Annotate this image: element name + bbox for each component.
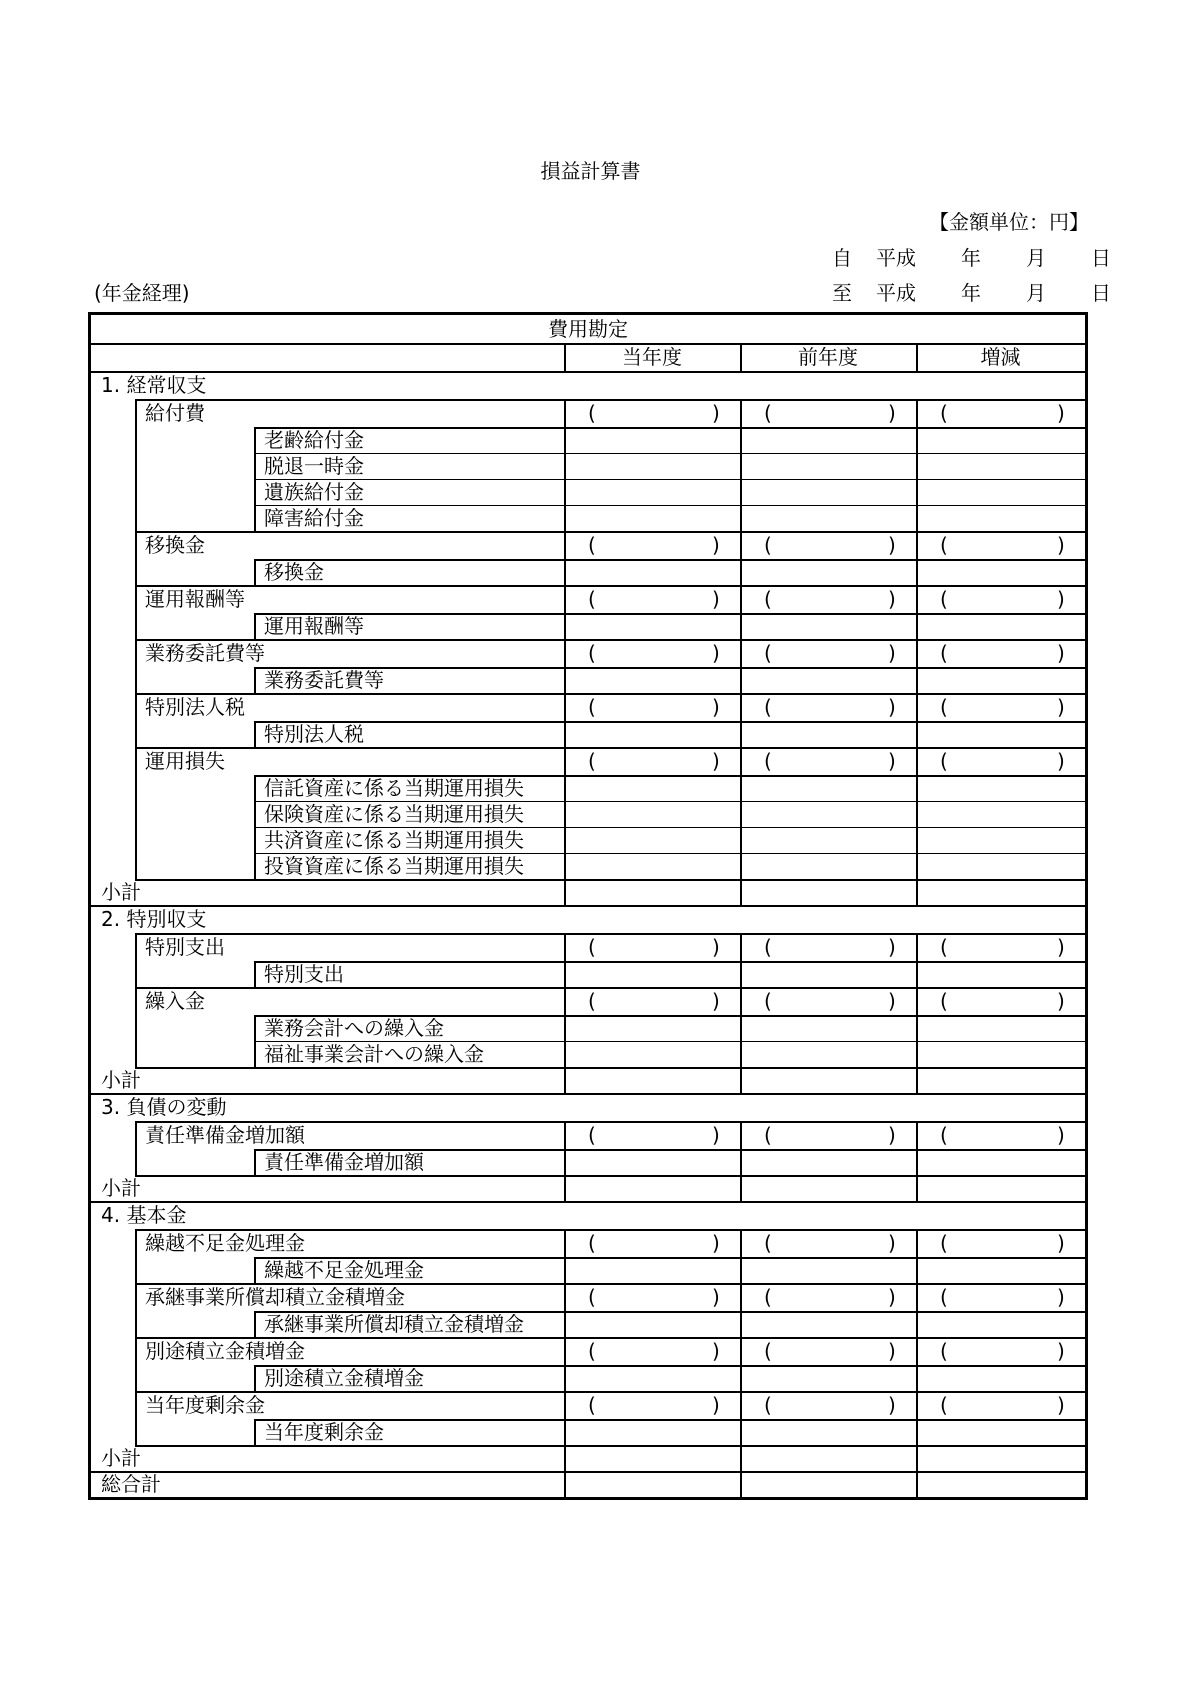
grand-total-label: 総合計 — [101, 1472, 161, 1496]
column-divider — [916, 987, 918, 1015]
paren-open: ( — [588, 641, 596, 665]
row-divider — [254, 479, 1085, 480]
paren-open: ( — [588, 1231, 596, 1255]
subtotal-label: 小計 — [101, 1446, 141, 1470]
column-divider — [740, 1257, 742, 1283]
paren-open: ( — [764, 641, 772, 665]
paren-open: ( — [764, 1393, 772, 1417]
row-divider — [91, 1093, 1085, 1095]
section-title: 2. 特別収支 — [101, 907, 207, 931]
paren-open: ( — [588, 1339, 596, 1363]
paren-open: ( — [588, 935, 596, 959]
row-divider — [135, 1445, 1085, 1447]
line-item: 信託資産に係る当期運用損失 — [264, 776, 524, 800]
paren-open: ( — [588, 695, 596, 719]
column-divider — [740, 585, 742, 613]
column-divider — [564, 343, 566, 371]
paren-close: ) — [888, 1339, 896, 1363]
column-divider — [254, 775, 256, 879]
paren-close: ) — [1057, 641, 1065, 665]
subtotal-label: 小計 — [101, 1176, 141, 1200]
paren-open: ( — [588, 533, 596, 557]
paren-close: ) — [1057, 989, 1065, 1013]
column-divider — [564, 1121, 566, 1149]
column-divider — [916, 1175, 918, 1201]
column-divider — [916, 1419, 918, 1445]
row-divider — [254, 453, 1085, 454]
paren-close: ) — [712, 695, 720, 719]
row-divider — [91, 905, 1085, 907]
row-divider — [254, 427, 1085, 429]
line-item: 移換金 — [264, 560, 324, 584]
group-name: 運用報酬等 — [145, 587, 245, 611]
column-divider — [564, 1067, 566, 1093]
column-divider — [135, 399, 137, 879]
column-divider — [916, 721, 918, 747]
column-divider — [564, 933, 566, 961]
column-divider — [740, 1445, 742, 1471]
column-divider — [564, 1149, 566, 1175]
period-from-era: 平成 — [876, 246, 916, 270]
line-item: 共済資産に係る当期運用損失 — [264, 828, 524, 852]
column-divider — [564, 667, 566, 693]
line-item: 責任準備金増加額 — [264, 1150, 424, 1174]
column-divider — [254, 1419, 256, 1445]
column-divider — [564, 747, 566, 775]
line-item: 承継事業所償却積立金積増金 — [264, 1312, 524, 1336]
column-divider — [740, 667, 742, 693]
row-divider — [135, 879, 1085, 881]
row-divider — [254, 505, 1085, 506]
row-divider — [254, 961, 1085, 963]
column-divider — [916, 1365, 918, 1391]
group-name: 移換金 — [145, 533, 205, 557]
period-from-month: 月 — [1026, 246, 1046, 270]
column-divider — [564, 1175, 566, 1201]
paren-open: ( — [764, 1339, 772, 1363]
column-divider — [254, 559, 256, 585]
column-divider — [740, 987, 742, 1015]
ledger-label: (年金経理) — [94, 281, 190, 305]
column-divider — [740, 879, 742, 905]
group-name: 別途積立金積増金 — [145, 1339, 305, 1363]
column-divider — [254, 961, 256, 987]
paren-close: ) — [712, 1285, 720, 1309]
paren-close: ) — [1057, 1123, 1065, 1147]
paren-close: ) — [1057, 401, 1065, 425]
paren-close: ) — [712, 749, 720, 773]
column-divider — [564, 775, 566, 879]
paren-open: ( — [940, 1339, 948, 1363]
period-to-day: 日 — [1091, 281, 1111, 305]
column-divider — [740, 721, 742, 747]
paren-close: ) — [1057, 695, 1065, 719]
period-from-year: 年 — [961, 246, 981, 270]
column-divider — [564, 559, 566, 585]
column-divider — [740, 1149, 742, 1175]
paren-open: ( — [764, 935, 772, 959]
column-divider — [564, 639, 566, 667]
paren-open: ( — [764, 749, 772, 773]
column-header: 前年度 — [798, 345, 858, 369]
paren-close: ) — [1057, 1339, 1065, 1363]
column-divider — [916, 879, 918, 905]
column-divider — [740, 961, 742, 987]
paren-open: ( — [588, 989, 596, 1013]
column-divider — [916, 1471, 918, 1497]
paren-close: ) — [712, 1339, 720, 1363]
paren-open: ( — [940, 587, 948, 611]
paren-close: ) — [712, 935, 720, 959]
paren-open: ( — [940, 641, 948, 665]
column-divider — [254, 1365, 256, 1391]
page-title: 損益計算書 — [540, 159, 641, 183]
paren-open: ( — [588, 587, 596, 611]
paren-close: ) — [888, 1393, 896, 1417]
line-item: 投資資産に係る当期運用損失 — [264, 854, 524, 878]
column-divider — [564, 1311, 566, 1337]
paren-open: ( — [764, 695, 772, 719]
column-divider — [564, 1257, 566, 1283]
row-divider — [91, 371, 1085, 373]
column-divider — [564, 879, 566, 905]
line-item: 福祉事業会計への繰入金 — [264, 1042, 484, 1066]
paren-open: ( — [764, 1123, 772, 1147]
column-divider — [916, 1149, 918, 1175]
period-from — [832, 242, 1111, 271]
paren-open: ( — [940, 1123, 948, 1147]
paren-close: ) — [712, 533, 720, 557]
paren-open: ( — [764, 587, 772, 611]
row-divider — [91, 1201, 1085, 1203]
paren-open: ( — [940, 533, 948, 557]
line-item: 当年度剰余金 — [264, 1420, 384, 1444]
line-item: 障害給付金 — [264, 506, 364, 530]
column-divider — [564, 1365, 566, 1391]
column-divider — [916, 427, 918, 531]
section-title: 3. 負債の変動 — [101, 1095, 227, 1119]
paren-close: ) — [1057, 935, 1065, 959]
column-divider — [916, 747, 918, 775]
column-divider — [740, 693, 742, 721]
unit-label: 【金額単位：円】 — [929, 210, 1089, 234]
column-divider — [254, 1311, 256, 1337]
line-item: 保険資産に係る当期運用損失 — [264, 802, 524, 826]
column-divider — [740, 1365, 742, 1391]
period-to-month: 月 — [1026, 281, 1046, 305]
paren-open: ( — [764, 989, 772, 1013]
paren-close: ) — [1057, 749, 1065, 773]
group-name: 特別支出 — [145, 935, 225, 959]
column-divider — [740, 531, 742, 559]
column-divider — [740, 747, 742, 775]
column-divider — [135, 1229, 137, 1445]
column-divider — [916, 933, 918, 961]
paren-close: ) — [888, 935, 896, 959]
paren-open: ( — [940, 1285, 948, 1309]
column-divider — [254, 427, 256, 531]
column-divider — [740, 559, 742, 585]
paren-close: ) — [888, 1285, 896, 1309]
group-name: 運用損失 — [145, 749, 225, 773]
column-divider — [564, 1471, 566, 1497]
column-divider — [916, 639, 918, 667]
paren-open: ( — [940, 935, 948, 959]
group-name: 繰入金 — [145, 989, 205, 1013]
column-divider — [740, 775, 742, 879]
period-to-year: 年 — [961, 281, 981, 305]
column-header: 増減 — [980, 345, 1021, 369]
row-divider — [91, 1471, 1085, 1473]
paren-close: ) — [1057, 1231, 1065, 1255]
paren-close: ) — [1057, 533, 1065, 557]
paren-close: ) — [888, 587, 896, 611]
paren-close: ) — [712, 1123, 720, 1147]
column-divider — [916, 1311, 918, 1337]
paren-open: ( — [588, 749, 596, 773]
column-divider — [916, 399, 918, 427]
column-divider — [740, 1121, 742, 1149]
section-title: 4. 基本金 — [101, 1203, 187, 1227]
group-name: 承継事業所償却積立金積増金 — [145, 1285, 405, 1309]
paren-close: ) — [712, 641, 720, 665]
paren-close: ) — [712, 1231, 720, 1255]
paren-close: ) — [712, 587, 720, 611]
paren-open: ( — [764, 533, 772, 557]
paren-open: ( — [940, 989, 948, 1013]
group-name: 業務委託費等 — [145, 641, 265, 665]
column-divider — [740, 1229, 742, 1257]
column-divider — [564, 1283, 566, 1311]
row-divider — [135, 1175, 1085, 1177]
paren-open: ( — [940, 1231, 948, 1255]
column-divider — [916, 559, 918, 585]
subtotal-label: 小計 — [101, 880, 141, 904]
paren-open: ( — [588, 1123, 596, 1147]
paren-close: ) — [888, 1123, 896, 1147]
paren-open: ( — [940, 749, 948, 773]
line-item: 業務会計への繰入金 — [264, 1016, 444, 1040]
column-divider — [740, 399, 742, 427]
column-divider — [564, 1337, 566, 1365]
paren-open: ( — [764, 1231, 772, 1255]
column-divider — [916, 775, 918, 879]
line-item: 特別支出 — [264, 962, 344, 986]
column-divider — [916, 343, 918, 371]
paren-close: ) — [888, 641, 896, 665]
column-divider — [564, 1391, 566, 1419]
line-item: 特別法人税 — [264, 722, 364, 746]
section-title: 1. 経常収支 — [101, 373, 207, 397]
paren-close: ) — [712, 401, 720, 425]
column-divider — [740, 1471, 742, 1497]
column-divider — [254, 1257, 256, 1283]
paren-open: ( — [940, 695, 948, 719]
column-divider — [740, 1067, 742, 1093]
line-item: 業務委託費等 — [264, 668, 384, 692]
column-divider — [916, 585, 918, 613]
paren-close: ) — [888, 695, 896, 719]
paren-close: ) — [888, 1231, 896, 1255]
paren-close: ) — [888, 533, 896, 557]
column-divider — [564, 613, 566, 639]
paren-open: ( — [764, 1285, 772, 1309]
row-divider — [135, 1067, 1085, 1069]
period-from-day: 日 — [1091, 246, 1111, 270]
column-divider — [740, 1419, 742, 1445]
paren-open: ( — [940, 1393, 948, 1417]
paren-open: ( — [588, 401, 596, 425]
column-divider — [564, 1229, 566, 1257]
paren-open: ( — [940, 401, 948, 425]
column-divider — [564, 693, 566, 721]
column-divider — [564, 1015, 566, 1067]
subtotal-label: 小計 — [101, 1068, 141, 1092]
line-item: 繰越不足金処理金 — [264, 1258, 424, 1282]
row-divider — [254, 559, 1085, 561]
column-divider — [564, 1419, 566, 1445]
column-divider — [740, 1337, 742, 1365]
column-divider — [916, 1229, 918, 1257]
paren-close: ) — [888, 749, 896, 773]
column-divider — [564, 987, 566, 1015]
column-divider — [740, 1311, 742, 1337]
column-divider — [740, 1175, 742, 1201]
column-divider — [916, 1015, 918, 1067]
paren-close: ) — [1057, 587, 1065, 611]
column-divider — [916, 1283, 918, 1311]
group-name: 給付費 — [145, 401, 205, 425]
column-divider — [916, 1067, 918, 1093]
paren-close: ) — [712, 1393, 720, 1417]
paren-close: ) — [888, 989, 896, 1013]
paren-close: ) — [1057, 1393, 1065, 1417]
column-divider — [564, 961, 566, 987]
column-divider — [740, 1015, 742, 1067]
period-to-era: 平成 — [876, 281, 916, 305]
column-divider — [740, 613, 742, 639]
column-divider — [254, 613, 256, 639]
group-name: 繰越不足金処理金 — [145, 1231, 305, 1255]
line-item: 別途積立金積増金 — [264, 1366, 424, 1390]
group-name: 当年度剰余金 — [145, 1393, 265, 1417]
paren-close: ) — [1057, 1285, 1065, 1309]
column-divider — [916, 693, 918, 721]
group-name: 特別法人税 — [145, 695, 245, 719]
paren-open: ( — [588, 1393, 596, 1417]
column-divider — [254, 667, 256, 693]
column-divider — [135, 1121, 137, 1175]
line-item: 脱退一時金 — [264, 454, 364, 478]
column-divider — [254, 721, 256, 747]
column-divider — [135, 933, 137, 1067]
column-divider — [740, 1391, 742, 1419]
column-divider — [916, 961, 918, 987]
column-divider — [254, 1149, 256, 1175]
column-divider — [916, 613, 918, 639]
column-divider — [254, 1015, 256, 1067]
period-to — [832, 277, 1111, 306]
paren-close: ) — [712, 989, 720, 1013]
column-divider — [916, 1121, 918, 1149]
line-item: 老齢給付金 — [264, 428, 364, 452]
paren-open: ( — [764, 401, 772, 425]
column-divider — [916, 531, 918, 559]
column-divider — [740, 343, 742, 371]
column-divider — [740, 1283, 742, 1311]
column-divider — [740, 933, 742, 961]
column-divider — [916, 1337, 918, 1365]
column-divider — [564, 585, 566, 613]
line-item: 遺族給付金 — [264, 480, 364, 504]
column-divider — [564, 399, 566, 427]
table-header-title: 費用勘定 — [548, 317, 628, 341]
column-header: 当年度 — [622, 345, 682, 369]
column-divider — [740, 427, 742, 531]
income-statement-table — [88, 312, 1088, 1500]
column-divider — [740, 639, 742, 667]
paren-open: ( — [588, 1285, 596, 1309]
column-divider — [916, 1257, 918, 1283]
column-divider — [564, 721, 566, 747]
column-divider — [916, 1445, 918, 1471]
column-divider — [916, 1391, 918, 1419]
line-item: 運用報酬等 — [264, 614, 364, 638]
period-to-prefix: 至 — [832, 281, 852, 305]
column-divider — [564, 427, 566, 531]
column-divider — [916, 667, 918, 693]
period-from-prefix: 自 — [832, 246, 852, 270]
column-divider — [564, 1445, 566, 1471]
group-name: 責任準備金増加額 — [145, 1123, 305, 1147]
paren-close: ) — [888, 401, 896, 425]
column-divider — [564, 531, 566, 559]
row-divider — [254, 721, 1085, 723]
row-divider — [254, 613, 1085, 615]
